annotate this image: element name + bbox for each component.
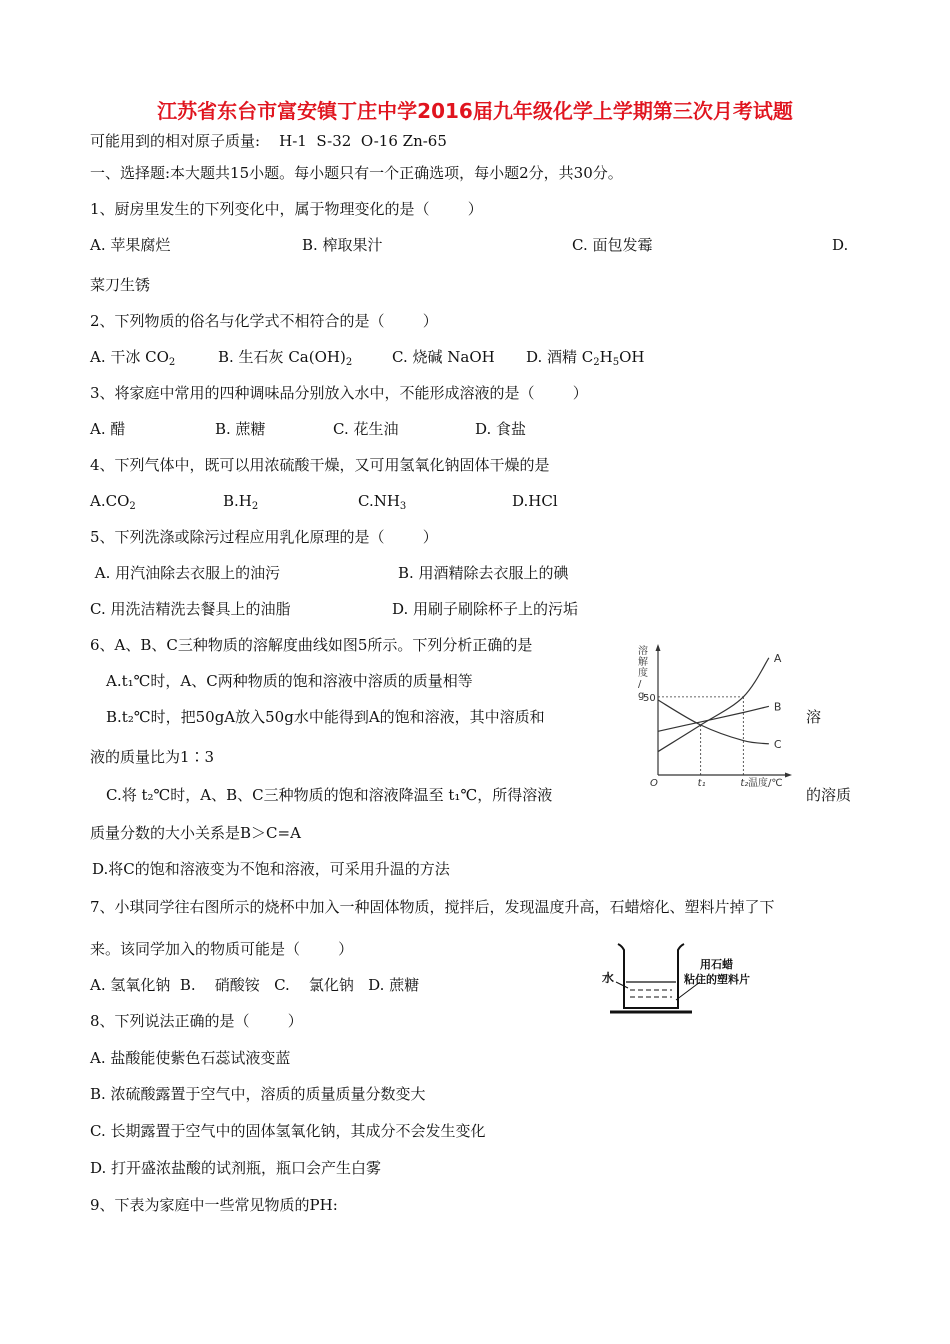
q6-option-c-wrap: 的溶质 (806, 786, 852, 804)
q6-option-b-wrap: 溶 (806, 708, 822, 726)
q8-stem: 8、下列说法正确的是（ ） (90, 1012, 303, 1030)
q3-option-d: D. 食盐 (475, 420, 527, 438)
q1-stem: 1、厨房里发生的下列变化中，属于物理变化的是（ ） (90, 200, 483, 218)
q3-stem: 3、将家庭中常用的四种调味品分别放入水中，不能形成溶液的是（ ） (90, 384, 588, 402)
q3-option-a: A. 醋 (90, 420, 126, 438)
q6-option-b: B.t₂℃时，把50gA放入50g水中能得到A的饱和溶液，其中溶质和 (106, 708, 545, 726)
wax-label-line2: 粘住的塑料片 (684, 973, 750, 986)
y-tick-label: 50 (643, 692, 656, 704)
section-heading: 一、选择题:本大题共15小题。每小题只有一个正确选项，每小题2分，共30分。 (90, 164, 623, 182)
q8-option-b: B. 浓硫酸露置于空气中，溶质的质量质量分数变大 (90, 1085, 426, 1103)
q1-option-b: B. 榨取果汁 (302, 236, 383, 254)
curve-c (658, 700, 769, 744)
q2-option-b: B. 生石灰 $Ca(OH)_2$ (218, 348, 353, 368)
x-tick-label: t₁ (697, 778, 706, 789)
curve-label-c: C (773, 737, 782, 751)
beaker-illustration (600, 938, 770, 1018)
q9-stem: 9、下表为家庭中一些常见物质的PH: (90, 1196, 338, 1214)
q6-option-a: A.t₁℃时，A、C两种物质的饱和溶液中溶质的质量相等 (106, 672, 473, 690)
q4-option-a: $A.CO_2$ (90, 492, 136, 512)
water-label: 水 (602, 971, 615, 985)
q5-option-c: C. 用洗洁精洗去餐具上的油脂 (90, 600, 291, 618)
q1-option-d-text: 菜刀生锈 (90, 276, 151, 294)
q2-option-a: A. 干冰 $CO_2$ (90, 348, 176, 368)
q2-option-c: C. 烧碱 NaOH (392, 348, 495, 366)
q7-options: A. 氢氧化钠 B. 硝酸铵 C. 氯化钠 D. 蔗糖 (90, 976, 420, 994)
q1-option-a: A. 苹果腐烂 (90, 236, 171, 254)
solubility-curve-chart (616, 640, 796, 790)
q4-stem: 4、下列气体中，既可以用浓硫酸干燥，又可用氢氧化钠固体干燥的是 (90, 456, 550, 474)
x-axis-label: 温度/℃ (748, 778, 783, 789)
y-axis-label: 溶解度/ g (638, 646, 648, 701)
q5-stem: 5、下列洗涤或除污过程应用乳化原理的是（ ） (90, 528, 438, 546)
q7-stem-cont: 来。该同学加入的物质可能是（ ） (90, 940, 354, 958)
wax-label-line1: 用石蜡 (700, 958, 733, 971)
q6-option-c: C.将 t₂℃时，A、B、C三种物质的饱和溶液降温至 t₁℃，所得溶液 (106, 786, 553, 804)
q5-option-b: B. 用酒精除去衣服上的碘 (398, 564, 569, 582)
curve-label-a: A (773, 651, 782, 665)
q3-option-c: C. 花生油 (333, 420, 399, 438)
q7-stem: 7、小琪同学往右图所示的烧杯中加入一种固体物质，搅拌后，发现温度升高，石蜡熔化、塑料片掉了下 (90, 898, 775, 916)
q1-option-c: C. 面包发霉 (572, 236, 653, 254)
q6-option-b-cont: 液的质量比为1∶3 (90, 748, 215, 766)
chart-curves (658, 652, 782, 752)
curve-a (658, 658, 769, 752)
origin-label: O (650, 778, 658, 789)
q1-option-d: D. (832, 236, 849, 254)
q4-option-c: $C.NH_3$ (358, 492, 407, 512)
curve-label-b: B (773, 700, 782, 714)
q2-stem: 2、下列物质的俗名与化学式不相符合的是（ ） (90, 312, 438, 330)
q6-stem: 6、A、B、C三种物质的溶解度曲线如图5所示。下列分析正确的是 (90, 636, 533, 654)
q6-option-d: D.将C的饱和溶液变为不饱和溶液，可采用升温的方法 (92, 860, 450, 878)
q2-option-d: D. 酒精 $C_2H_5OH$ (526, 348, 645, 368)
q5-option-a: A. 用汽油除去衣服上的油污 (90, 564, 281, 582)
x-tick-label: t₂ (740, 778, 749, 789)
q4-option-b: $B.H_2$ (223, 492, 259, 512)
page-title: 江苏省东台市富安镇丁庄中学2016届九年级化学上学期第三次月考试题 (157, 99, 793, 123)
q8-option-d: D. 打开盛浓盐酸的试剂瓶，瓶口会产生白雾 (90, 1159, 382, 1177)
q5-option-d: D. 用刷子刷除杯子上的污垢 (392, 600, 579, 618)
q6-option-c-cont: 质量分数的大小关系是B＞C=A (90, 824, 301, 842)
q4-option-d: D.HCl (512, 492, 558, 510)
atomic-masses: 可能用到的相对原子质量: H-1 S-32 O-16 Zn-65 (90, 132, 447, 150)
q3-option-b: B. 蔗糖 (215, 420, 266, 438)
q8-option-a: A. 盐酸能使紫色石蕊试液变蓝 (90, 1049, 291, 1067)
q8-option-c: C. 长期露置于空气中的固体氢氧化钠，其成分不会发生变化 (90, 1122, 486, 1140)
